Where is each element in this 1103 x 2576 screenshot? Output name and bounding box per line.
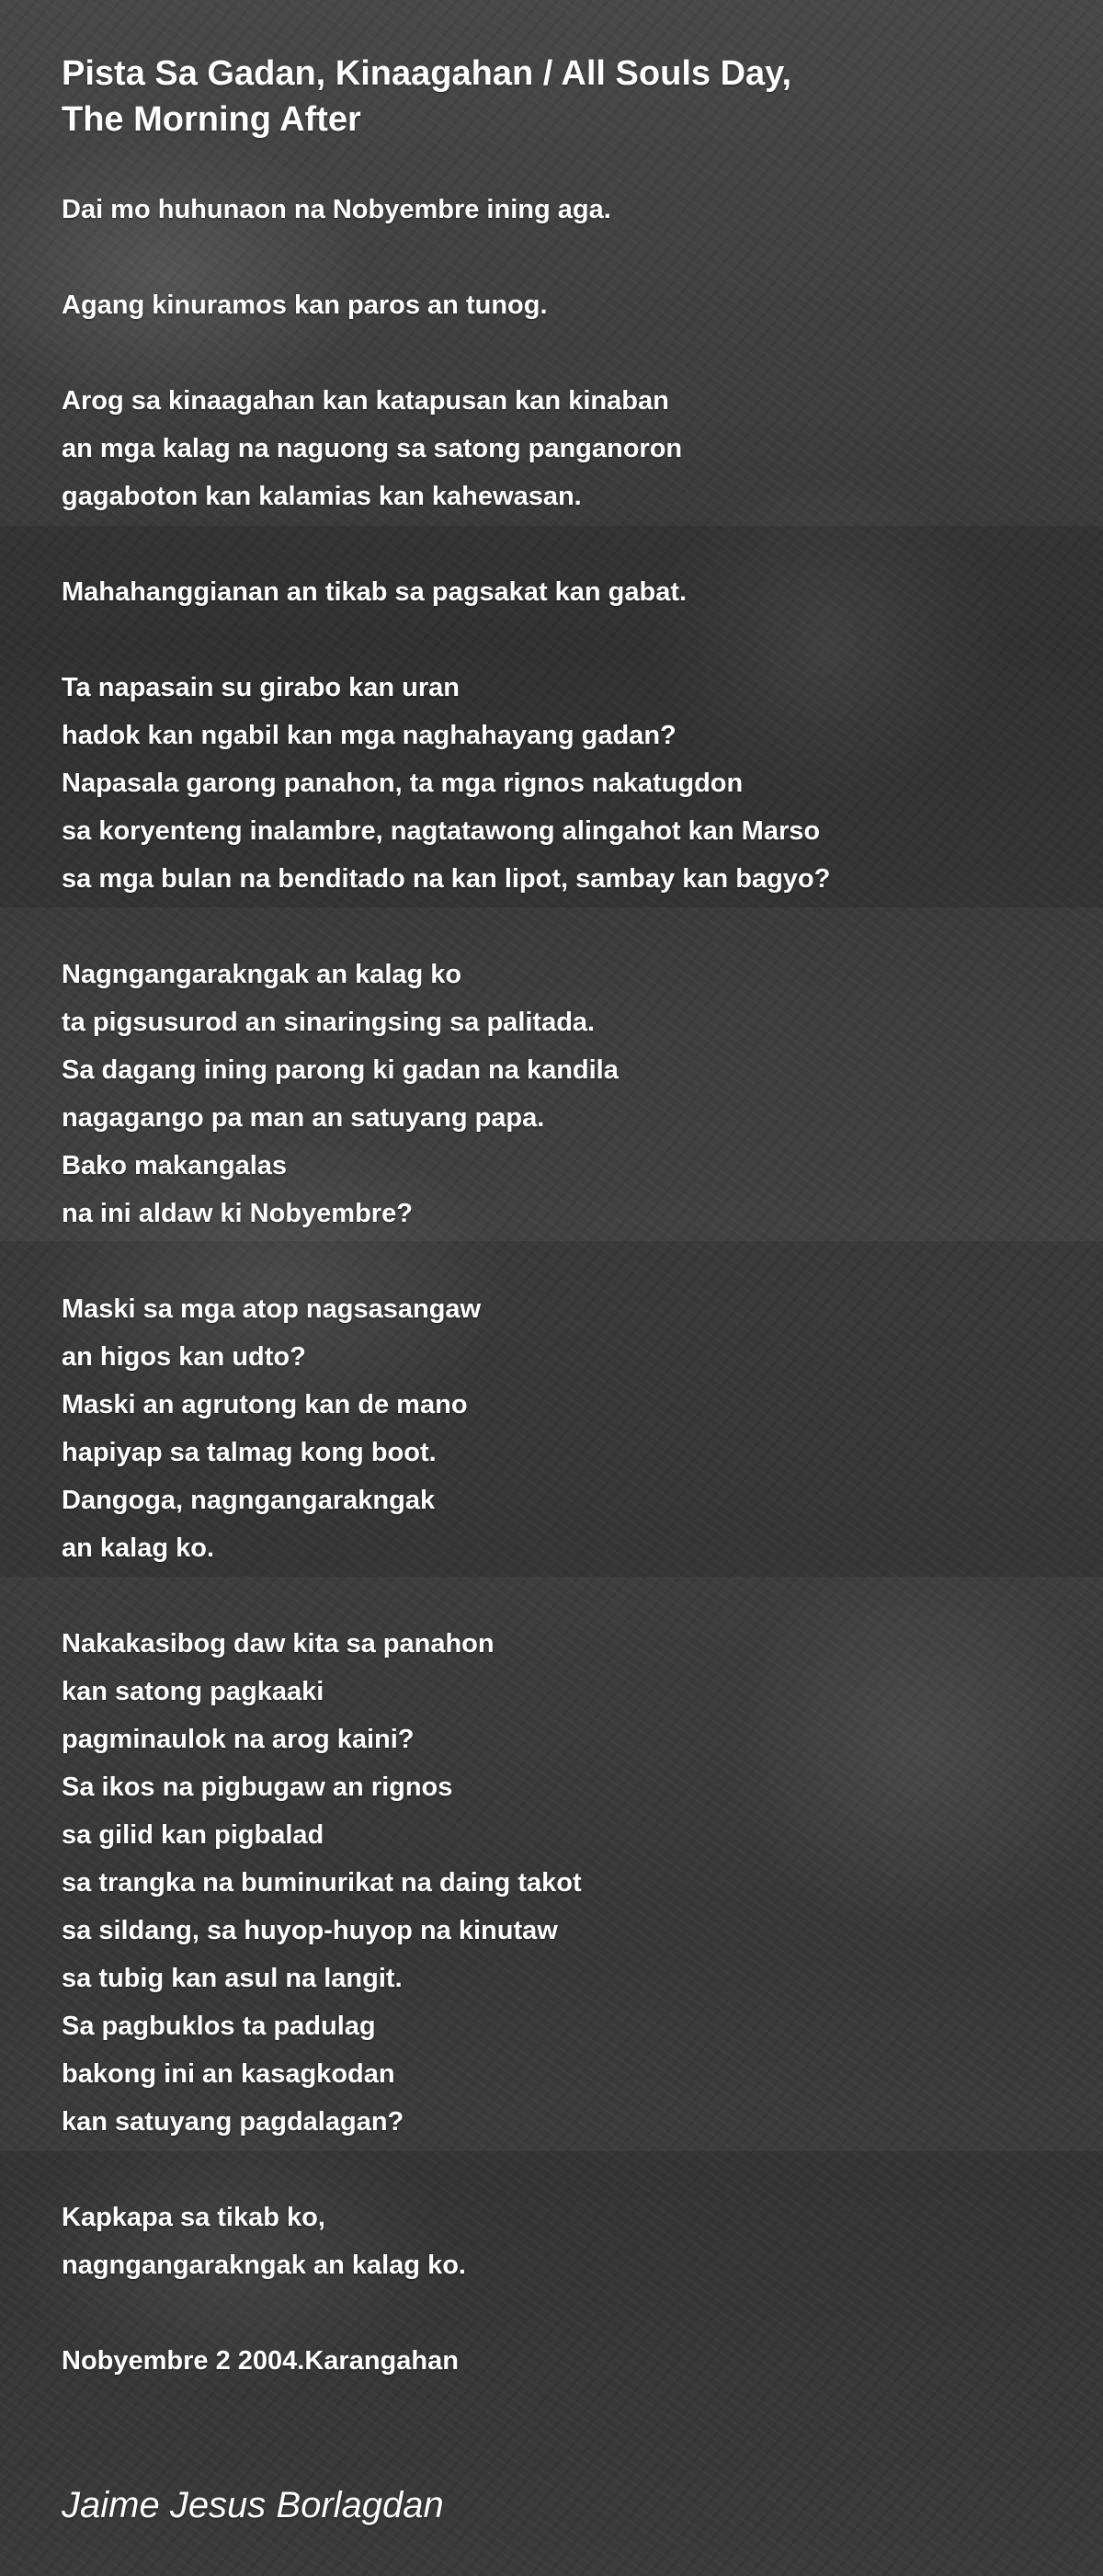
poem-line: Napasala garong panahon, ta mga rignos nakatugdon bbox=[62, 769, 744, 798]
poem-body bbox=[62, 186, 1054, 2385]
poem-line: Kapkapa sa tikab ko, bbox=[62, 2203, 325, 2232]
poem-stanza bbox=[62, 2194, 1054, 2289]
poem-line: Dai mo huhunaon na Nobyembre ining aga. bbox=[62, 195, 611, 224]
poem-line: sa trangka na buminurikat na daing takot bbox=[62, 1868, 582, 1898]
poem-stanza bbox=[62, 951, 1054, 1237]
poem-line: na ini aldaw ki Nobyembre? bbox=[62, 1199, 413, 1228]
poem-line: hadok kan ngabil kan mga naghahayang gadan? bbox=[62, 721, 677, 750]
poem-stanza bbox=[62, 664, 1054, 903]
poem-line: Bako makangalas bbox=[62, 1151, 288, 1180]
poem-stanza bbox=[62, 568, 1054, 616]
poem-line: pagminaulok na arog kaini? bbox=[62, 1725, 415, 1754]
poem-line: Mahahanggianan an tikab sa pagsakat kan gabat. bbox=[62, 577, 688, 607]
poem-stanza bbox=[62, 2337, 1054, 2385]
poem-line: Sa dagang ining parong ki gadan na kandila bbox=[62, 1055, 619, 1085]
poem-line: nagagango pa man an satuyang papa. bbox=[62, 1103, 545, 1133]
poem-line: hapiyap sa talmag kong boot. bbox=[62, 1438, 437, 1467]
poem-line: Nobyembre 2 2004.Karangahan bbox=[62, 2346, 459, 2376]
poem-line: gagaboton kan kalamias kan kahewasan. bbox=[62, 482, 582, 511]
poem-line: Nakakasibog daw kita sa panahon bbox=[62, 1629, 495, 1658]
poem-line: kan satong pagkaaki bbox=[62, 1677, 324, 1706]
poem-line: sa koryenteng inalambre, nagtatawong alingahot kan Marso bbox=[62, 816, 821, 846]
poem-line: Maski sa mga atop nagsasangaw bbox=[62, 1294, 482, 1324]
poem-line: sa sildang, sa huyop-huyop na kinutaw bbox=[62, 1916, 558, 1945]
poem-line: sa mga bulan na benditado na kan lipot, sambay kan bagyo? bbox=[62, 864, 831, 894]
poem-stanza bbox=[62, 281, 1054, 329]
poem-line: Agang kinuramos kan paros an tunog. bbox=[62, 291, 548, 320]
poem-line: Sa ikos na pigbugaw an rignos bbox=[62, 1772, 453, 1802]
poem-stanza bbox=[62, 377, 1054, 520]
poem-line: kan satuyang pagdalagan? bbox=[62, 2107, 404, 2137]
poem-line: Maski an agrutong kan de mano bbox=[62, 1390, 468, 1419]
poem-line: nagngangarakngak an kalag ko. bbox=[62, 2251, 466, 2280]
poem-line: ta pigsusurod an sinaringsing sa palitada. bbox=[62, 1008, 596, 1037]
poem-author: Jaime Jesus Borlagdan bbox=[62, 2485, 444, 2525]
poem-line: sa tubig kan asul na langit. bbox=[62, 1964, 403, 1993]
poem-line: Dangoga, nagngangarakngak bbox=[62, 1486, 436, 1515]
poem-line: Ta napasain su girabo kan uran bbox=[62, 673, 460, 702]
poem-line: an kalag ko. bbox=[62, 1533, 215, 1563]
poem-title: Pista Sa Gadan, Kinaagahan / All Souls Day, The Morning After bbox=[62, 54, 792, 139]
poem-line: Arog sa kinaagahan kan katapusan kan kinaban bbox=[62, 386, 669, 416]
poem-stanza bbox=[62, 1285, 1054, 1572]
poem-line: bakong ini an kasagkodan bbox=[62, 2059, 395, 2089]
poem-line: an higos kan udto? bbox=[62, 1342, 306, 1372]
poem-stanza bbox=[62, 1620, 1054, 2146]
poem-line: an mga kalag na naguong sa satong panganoron bbox=[62, 434, 683, 463]
poem-line: Nagngangarakngak an kalag ko bbox=[62, 960, 462, 989]
poem-line: Sa pagbuklos ta padulag bbox=[62, 2012, 376, 2041]
poem-stanza bbox=[62, 186, 1054, 234]
poem-line: sa gilid kan pigbalad bbox=[62, 1820, 324, 1850]
